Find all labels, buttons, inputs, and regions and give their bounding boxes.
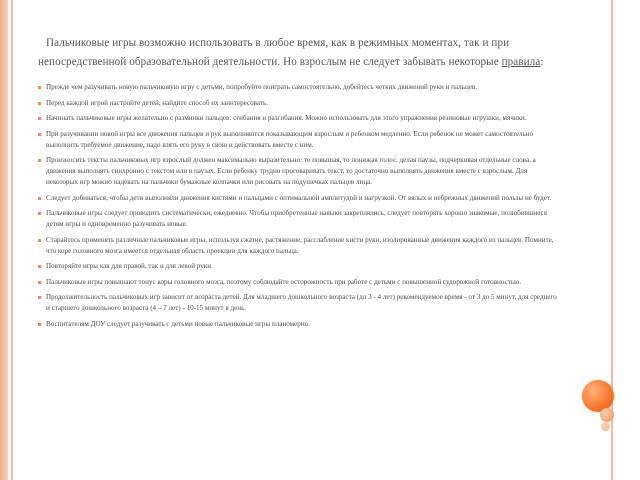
left-accent-bar: [0, 0, 8, 480]
list-item: При разучивании новой игры все движения пальцев и рук выполняются показывающим взрослым и ребенком медленно. Если ребенок не может самостоятельно выполнить требуемое движение, надо взять его руку в свою и действовать вместе с ним.: [38, 129, 558, 151]
orange-orb-medium: [600, 408, 614, 422]
right-accent-line: [611, 0, 613, 480]
intro-paragraph: [38, 34, 558, 72]
list-item: Начинать пальчиковые игры желательно с разминки пальцев: сгибания и разгибания. Можно использовать для этого упражнения резиновые игрушки, мячики.: [38, 113, 558, 124]
list-item: Продолжительность пальчиковых игр зависит от возраста детей. Для младшего дошкольного возраста (до 3 - 4 лет) рекомендуемое время - от 3 до 5 минут, для среднего и старшего дошкольного возраста (4 – 7 лет) - 10-15 минут в день.: [38, 292, 558, 314]
orange-orb-large: [582, 380, 614, 412]
list-item: Старайтесь применять различные пальчиковые игры, используя сжатие, растяжение, расслабление кисти руки, изолированные движения каждого из пальцев. Помните, что коре головного мозга имеется отдельная область проекции для каждого пальца.: [38, 235, 558, 257]
list-item: Перед каждой игрой настройте детей, найдите способ их заинтересовать.: [38, 98, 558, 109]
list-item: Пальчиковые игры следует проводить систематически, ежедневно. Чтобы приобретенные навыки закреплялись, следует повторять хорошо знакомые, полюбившиеся детям игры и одновременно разучивать новые.: [38, 208, 558, 230]
rules-list: [38, 82, 558, 330]
intro-suffix: :: [540, 56, 544, 68]
list-item: Следует добиваться, чтобы дети выполняли движения кистями и пальцами с оптимальной амплитудой и нагрузкой. От вялых и небрежных движений пользы не будет.: [38, 193, 558, 204]
rules-link[interactable]: правила: [501, 56, 541, 68]
list-item: Воспитателям ДОУ следует разучивать с детьми новые пальчиковые игры планомерно.: [38, 319, 558, 330]
list-item: Произносить тексты пальчиковых игр взрослый должен максимально выразительно: то повышая, то понижая голос, делая паузы, подчеркивая отдельные слова, а движения выполнять синхронно с текстом или в паузах. Если ребенку трудно проговаривать текст, то достаточно выполнять движения вместе с взрослым. Для некоторых игр можно надевать на пальчики бумажные колпачки или рисовать на подушечках пальцев лица.: [38, 155, 558, 188]
intro-text: Пальчиковые игры возможно использовать в любое время, как в режимных моментах, так и при непосредственной образовательной деятельности. Но взрослым не следует забывать некоторые: [38, 37, 510, 68]
list-item: Пальчиковые игры повышают тонус коры головного мозга, поэтому соблюдайте осторожность при работе с детьми с повышенной судорожной готовностью.: [38, 277, 558, 288]
left-accent-line: [11, 0, 13, 480]
list-item: Повторяйте игры как для правой, так и для левой руки.: [38, 261, 558, 272]
list-item: Прежде чем разучивать новую пальчиковую игру с детьми, попробуйте поиграть самостоятельно, добейтесь четких движений руки и пальцев.: [38, 82, 558, 93]
orange-orb-small: [601, 422, 610, 431]
slide-content: [38, 34, 558, 334]
